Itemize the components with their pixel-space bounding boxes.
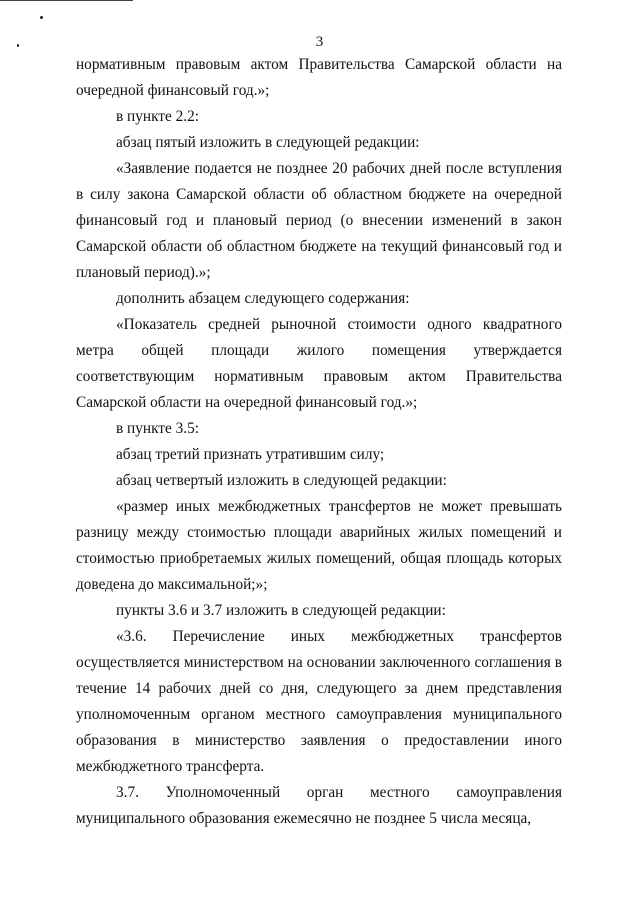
paragraph: 3.7. Уполномоченный орган местного самоуправления муниципального образования ежемесячно не позднее 5 числа месяца, [76,784,562,827]
scan-speck [40,16,43,19]
scan-top-rule [0,0,133,1]
paragraph: в пункте 2.2: [116,108,199,125]
document-body [76,52,562,832]
paragraph: «размер иных межбюджетных трансфертов не может превышать разницу между стоимостью площади аварийных жилых помещений и стоимостью приобретаемых жилых помещений, общая площадь которых доведена до максимальной;»; [76,498,562,593]
paragraph: абзац четвертый изложить в следующей редакции: [116,472,447,489]
paragraph: «Заявление подается не позднее 20 рабочих дней после вступления в силу закона Самарской области об областном бюджете на очередной финансовый год и плановый период (о внесении изменений в закон Самарской области об областном бюджете на текущий финансовый год и плановый период).»; [76,160,562,281]
paragraph: в пункте 3.5: [116,420,199,437]
paragraph: пункты 3.6 и 3.7 изложить в следующей редакции: [116,602,446,619]
paragraph: абзац третий признать утратившим силу; [116,446,385,463]
paragraph: «3.6. Перечисление иных межбюджетных трансфертов осуществляется министерством на основании заключенного соглашения в течение 14 рабочих дней со дня, следующего за днем представления уполномоченным органом местного самоуправления муниципального образования в министерство заявления о предоставлении иного межбюджетного трансферта. [76,628,562,775]
paragraph: дополнить абзацем следующего содержания: [116,290,410,307]
page-number: 3 [315,34,324,50]
paragraph: «Показатель средней рыночной стоимости одного квадратного метра общей площади жилого помещения утверждается соответствующим нормативным правовым актом Правительства Самарской области на очередной финансовый год.»; [76,316,562,411]
paragraph: нормативным правовым актом Правительства Самарской области на очередной финансовый год.»; [76,56,562,99]
paragraph: абзац пятый изложить в следующей редакции: [116,134,420,151]
